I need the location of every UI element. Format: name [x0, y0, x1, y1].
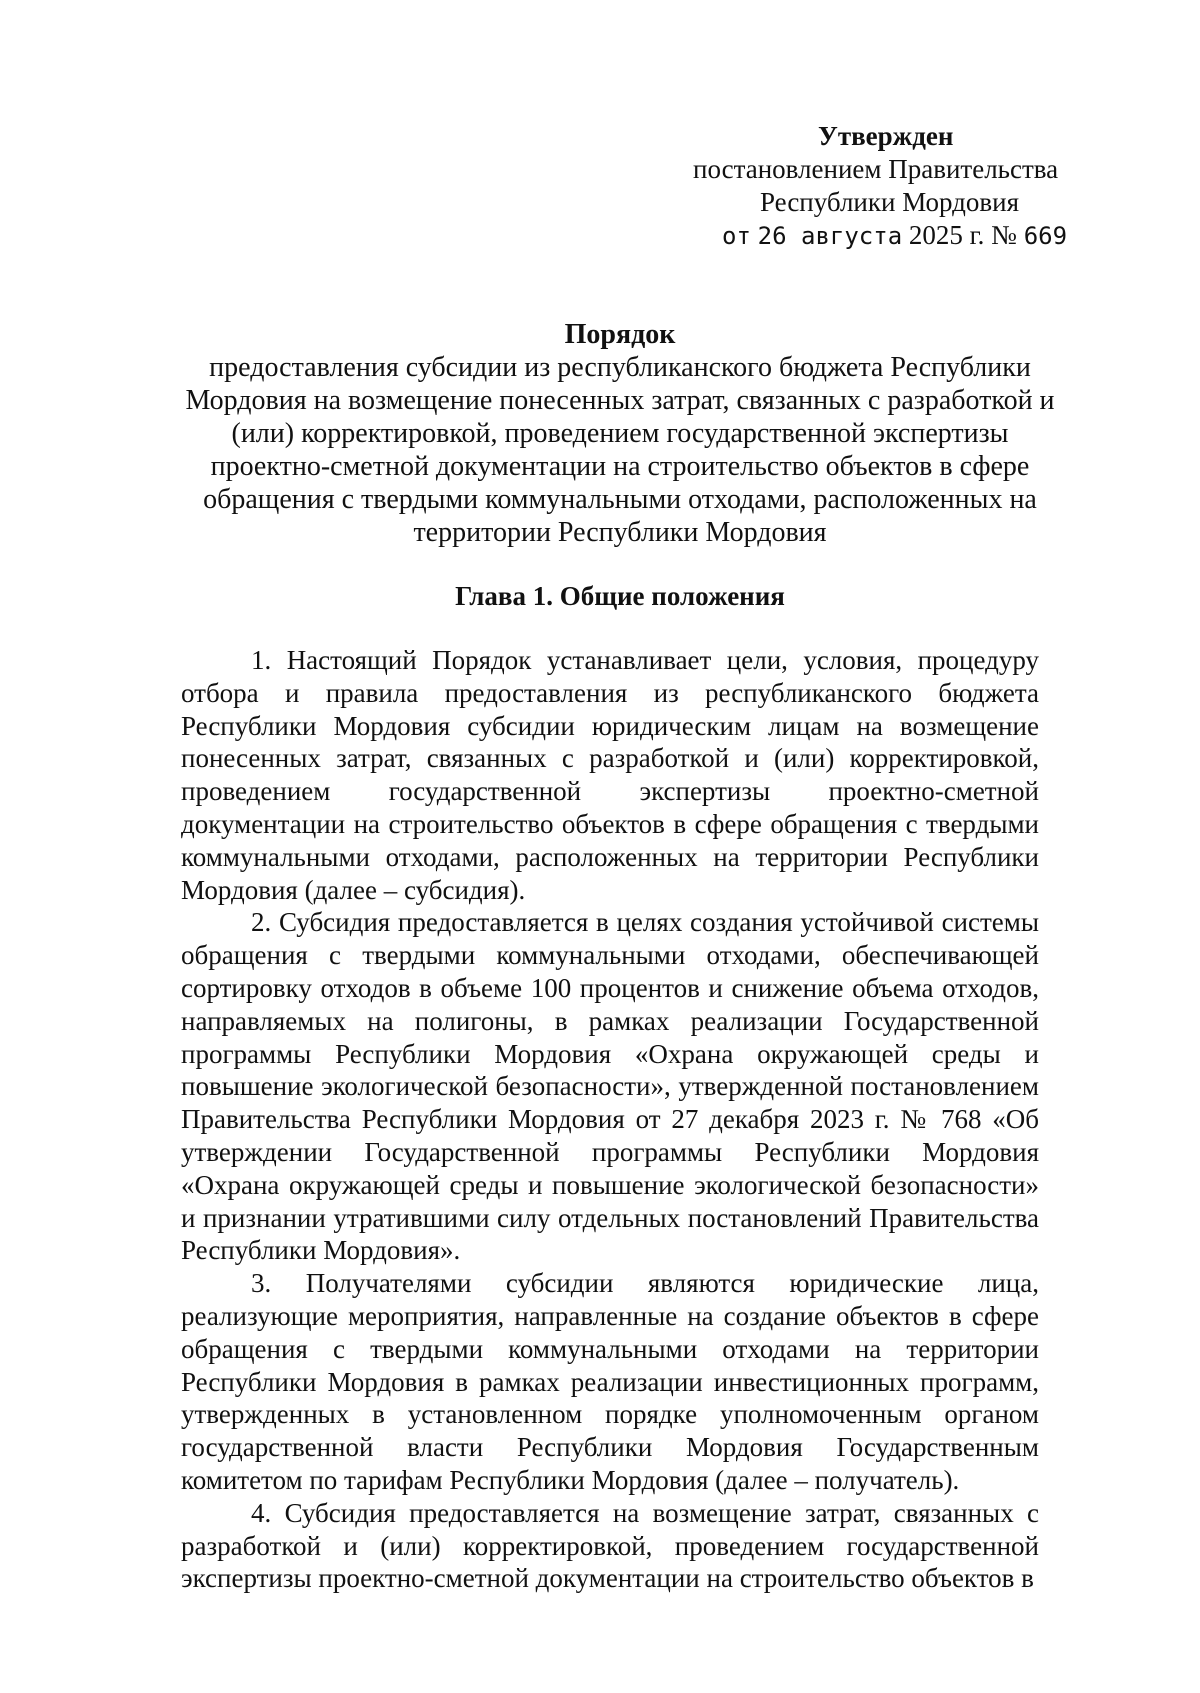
paragraph-3: 3. Получателями субсидии являются юридические лица, реализующие мероприятия, направленные на создание объектов в сфере обращения с твердыми коммунальными отходами на территории Республики Мордовия в рамках реализации инвестиционных программ, утвержденных в установленном порядке уполномоченным органом государственной власти Республики Мордовия Государственным комитетом по тарифам Республики Мордовия (далее – получатель). [181, 1268, 1039, 1495]
approval-line-republic: Республики Мордовия [760, 187, 1020, 217]
paragraph-4: 4. Субсидия предоставляется на возмещение затрат, связанных с разработкой и (или) корректировкой, проведением государственной экспертизы проектно-сметной документации на строительство объектов в [181, 1497, 1039, 1594]
paragraph-1: 1. Настоящий Порядок устанавливает цели, условия, процедуру отбора и правила предоставления из республиканского бюджета Республики Мордовия субсидии юридическим лицам на возмещение понесенных затрат, связанных с разработкой и (или) корректировкой, проведением государственной экспертизы проектно-сметной документации на строительство объектов в сфере обращения с твердыми коммунальными отходами, расположенных на территории Республики Мордовия (далее – субсидия). [181, 645, 1039, 905]
document-title: Порядок [564, 319, 676, 350]
document-body [181, 644, 1039, 1595]
approval-year: 2025 г. № [908, 220, 1017, 250]
approval-line-resolution: постановлением Правительства [693, 154, 1059, 184]
approval-number: 669 [1023, 222, 1068, 250]
approval-title: Утвержден [818, 121, 954, 151]
chapter-heading: Глава 1. Общие положения [455, 581, 785, 611]
approval-date-value: 26 августа [757, 222, 903, 250]
document-title-block [180, 318, 1060, 549]
document-subtitle: предоставления субсидии из республиканского бюджета Республики Мордовия на возмещение понесенных затрат, связанных с разработкой и (или) корректировкой, проведением государственной экспертизы проектно-сметной документации на строительство объектов в сфере обращения с твердыми коммунальными отходами, расположенных на территории Республики Мордовия [185, 352, 1055, 548]
approval-date-line [722, 219, 1067, 253]
approval-date-prefix: от [722, 222, 751, 250]
paragraph-2: 2. Субсидия предоставляется в целях создания устойчивой системы обращения с твердыми коммунальными отходами, обеспечивающей сортировку отходов в объеме 100 процентов и снижение объема отходов, направляемых на полигоны, в рамках реализации Государственной программы Республики Мордовия «Охрана окружающей среды и повышение экологической безопасности», утвержденной постановлением Правительства Республики Мордовия от 27 декабря 2023 г. № 768 «Об утверждении Государственной программы Республики Мордовия «Охрана окружающей среды и повышение экологической безопасности» и признании утратившими силу отдельных постановлений Правительства Республики Мордовия». [181, 907, 1039, 1266]
